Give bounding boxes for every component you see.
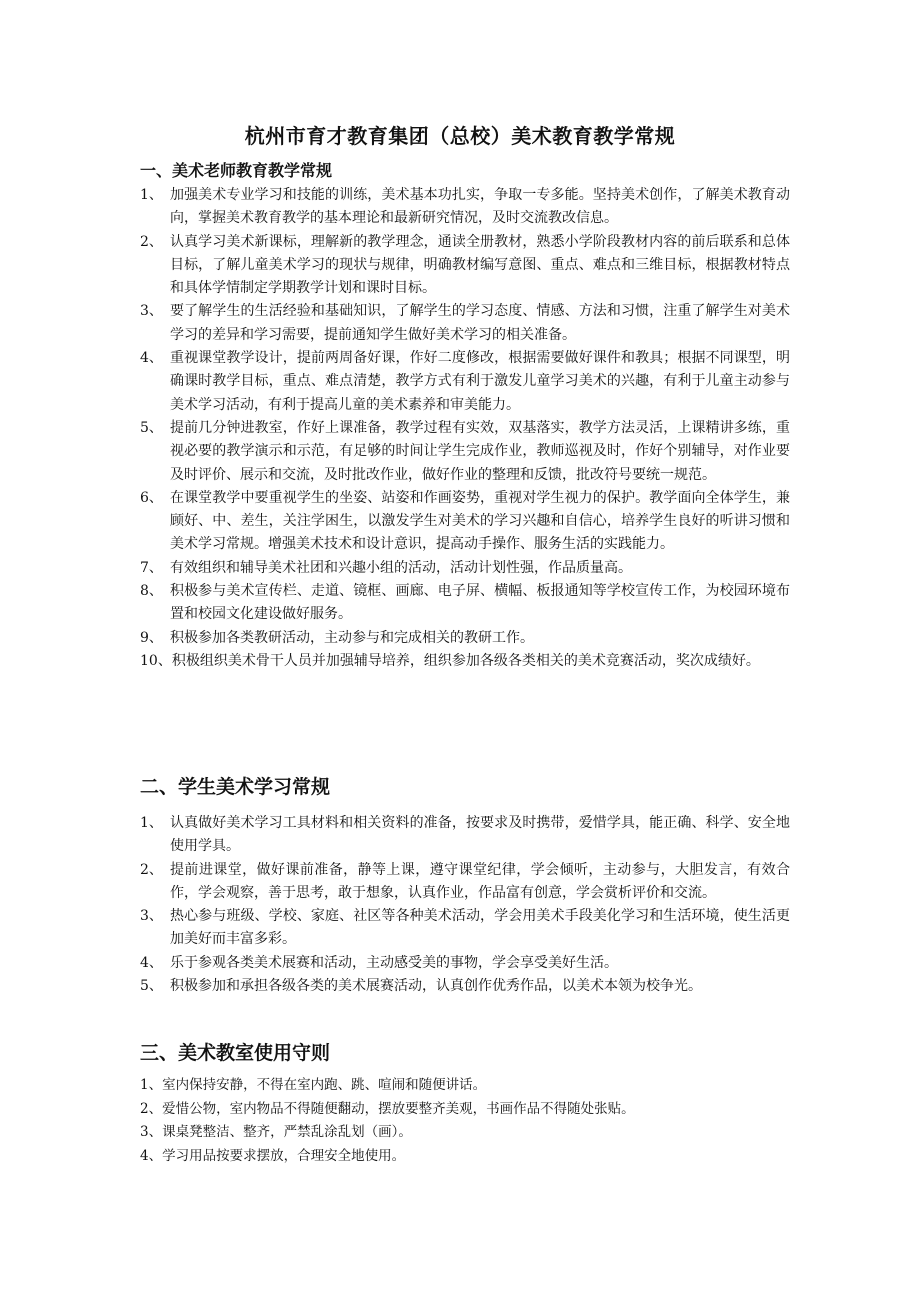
item-text: 热心参与班级、学校、家庭、社区等各种美术活动，学会用美术手段美化学习和生活环境，使生活更加美好而丰富多彩。: [170, 908, 790, 948]
item-number: 2、: [140, 233, 163, 250]
item-number: 2、: [140, 861, 163, 878]
list-item: [140, 300, 790, 347]
section-heading: 一、美术老师教育教学常规: [140, 161, 333, 180]
item-text: 有效组织和辅导美术社团和兴趣小组的活动，活动计划性强，作品质量高。: [170, 559, 632, 576]
section-teacher-norms: [140, 158, 790, 673]
item-number: 10、: [140, 652, 172, 669]
list-item: [140, 650, 790, 673]
item-number: 1、: [140, 1077, 163, 1093]
item-text: 积极参加各类教研活动，主动参与和完成相关的教研工作。: [170, 629, 534, 646]
item-number: 6、: [140, 489, 163, 506]
rule-list: [140, 184, 790, 673]
list-item: [140, 1121, 790, 1145]
item-number: 9、: [140, 629, 163, 646]
item-number: 3、: [140, 1124, 163, 1140]
section-student-norms: [140, 772, 790, 998]
item-text: 积极参加和承担各级各类的美术展赛活动，认真创作优秀作品，以美术本领为校争光。: [170, 978, 702, 995]
item-text: 室内保持安静，不得在室内跑、跳、喧闹和随便讲话。: [162, 1077, 487, 1093]
list-item: [140, 580, 790, 627]
item-number: 4、: [140, 350, 163, 367]
item-number: 7、: [140, 559, 163, 576]
item-text: 认真学习美术新课标，理解新的教学理念，通读全册教材，熟悉小学阶段教材内容的前后联系和总体目标，了解儿童美术学习的现状与规律，明确教材编写意图、重点、难点和三维目标，根据教材特点和具体学情制定学期教学计划和课时目标。: [170, 233, 790, 297]
item-number: 2、: [140, 1100, 163, 1117]
item-number: 5、: [140, 419, 163, 436]
item-text: 认真做好美术学习工具材料和相关资料的准备，按要求及时携带，爱惜学具，能正确、科学、安全地使用学具。: [170, 815, 790, 855]
item-text: 积极参与美术宣传栏、走道、镜框、画廊、电子屏、横幅、板报通知等学校宣传工作，为校园环境布置和校园文化建设做好服务。: [170, 583, 790, 623]
item-number: 8、: [140, 583, 163, 600]
list-item: [140, 975, 790, 998]
item-text: 积极组织美术骨干人员并加强辅导培养，组织参加各级各类相关的美术竞赛活动，奖次成绩好。: [171, 652, 760, 669]
item-text: 爱惜公物，室内物品不得随便翻动，摆放要整齐美观，书画作品不得随处张贴。: [162, 1100, 635, 1117]
item-text: 重视课堂教学设计，提前两周备好课，作好二度修改，根据需要做好课件和教具；根据不同课型，明确课时教学目标，重点、难点清楚，教学方式有利于激发儿童学习美术的兴趣，有利于儿童主动参与美术学习活动，有利于提高儿童的美术素养和审美能力。: [170, 350, 790, 413]
item-number: 4、: [140, 1147, 163, 1164]
rule-list: [140, 812, 790, 998]
list-item: [140, 1145, 790, 1169]
item-number: 3、: [140, 908, 163, 925]
item-text: 提前进课堂，做好课前准备，静等上课，遵守课堂纪律，学会倾听，主动参与，大胆发言，有效合作，学会观察，善于思考，敢于想象，认真作业，作品富有创意，学会赏析评价和交流。: [170, 861, 790, 901]
item-number: 1、: [140, 187, 163, 203]
section-heading: 三、美术教室使用守则: [140, 1042, 331, 1064]
document-title: 杭州市育才教育集团（总校）美术教育教学常规: [244, 124, 676, 148]
item-text: 课桌凳整洁、整齐，严禁乱涂乱划（画）。: [162, 1124, 412, 1140]
list-item: [140, 1098, 790, 1122]
item-text: 要了解学生的生活经验和基础知识，了解学生的学习态度、情感、方法和习惯，注重了解学生对美术学习的差异和学习需要，提前通知学生做好美术学习的相关准备。: [170, 303, 790, 343]
item-number: 5、: [140, 978, 163, 995]
item-text: 乐于参观各类美术展赛和活动，主动感受美的事物，学会享受美好生活。: [170, 954, 618, 971]
list-item: [140, 859, 790, 906]
list-item: [140, 952, 790, 975]
list-item: [140, 487, 790, 557]
list-item: [140, 812, 790, 859]
item-number: 1、: [140, 815, 163, 831]
list-item: [140, 231, 790, 301]
list-item: [140, 557, 790, 580]
rule-list: [140, 1074, 790, 1168]
list-item: [140, 905, 790, 952]
section-heading: 二、学生美术学习常规: [140, 776, 331, 798]
item-text: 加强美术专业学习和技能的训练，美术基本功扎实，争取一专多能。坚持美术创作，了解美术教育动向，掌握美术教育教学的基本理论和最新研究情况，及时交流教改信息。: [170, 187, 790, 227]
item-text: 提前几分钟进教室，作好上课准备，教学过程有实效，双基落实，教学方法灵活，上课精讲多练，重视必要的教学演示和示范，有足够的时间让学生完成作业，教师巡视及时，作好个别辅导，对作业要及时评价、展示和交流，及时批改作业，做好作业的整理和反馈，批改符号要统一规范。: [170, 419, 790, 483]
list-item: [140, 1074, 790, 1098]
list-item: [140, 347, 790, 417]
list-item: [140, 184, 790, 231]
item-text: 学习用品按要求摆放，合理安全地使用。: [162, 1147, 406, 1164]
list-item: [140, 627, 790, 650]
list-item: [140, 417, 790, 487]
item-number: 4、: [140, 954, 163, 971]
item-number: 3、: [140, 303, 163, 320]
section-art-room-rules: [140, 1038, 790, 1168]
item-text: 在课堂教学中要重视学生的坐姿、站姿和作画姿势，重视对学生视力的保护。教学面向全体学生，兼顾好、中、差生，关注学困生，以激发学生对美术的学习兴趣和自信心，培养学生良好的听讲习惯和美术学习常规。增强美术技术和设计意识，提高动手操作、服务生活的实践能力。: [170, 489, 790, 553]
